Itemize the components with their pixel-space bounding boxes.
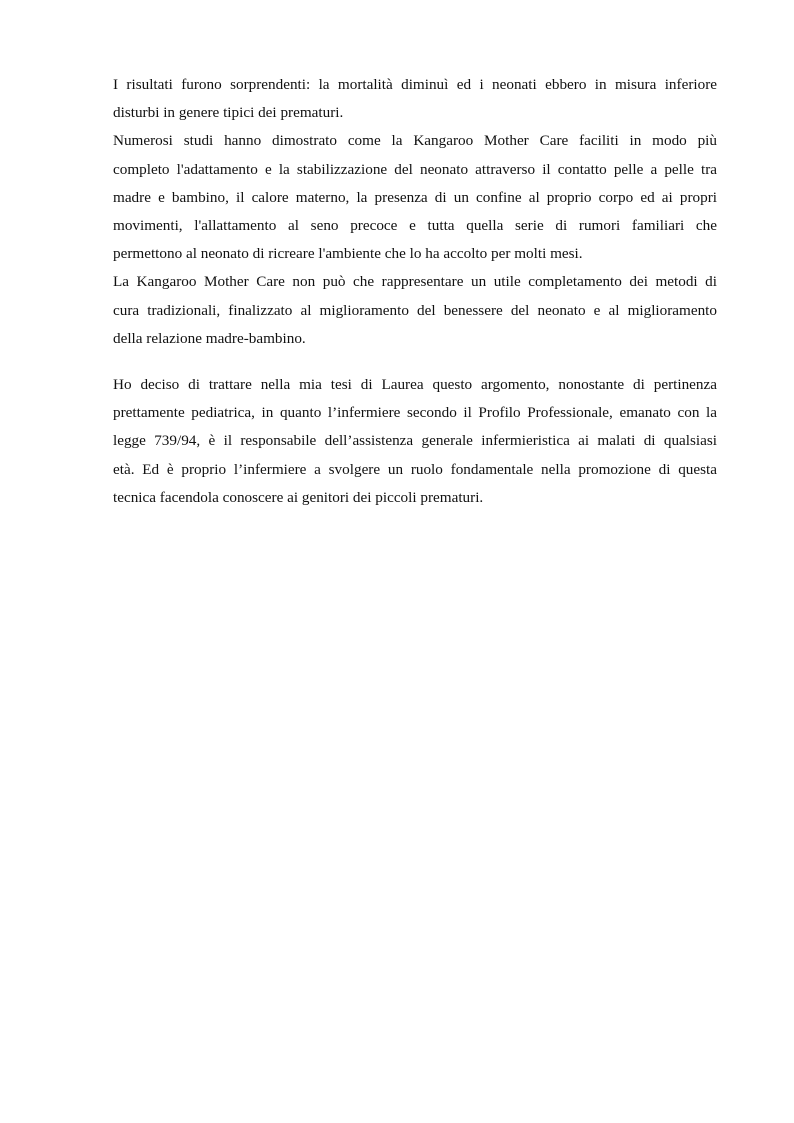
text-line: completo l'adattamento e la stabilizzazione del neonato attraverso il contatto pelle a pelle tra: [113, 160, 717, 178]
text-line: età. Ed è proprio l’infermiere a svolgere un ruolo fondamentale nella promozione di questa: [113, 460, 717, 478]
paragraph-thesis-motivation: [113, 371, 717, 512]
text-line: tecnica facendola conoscere ai genitori dei piccoli prematuri.: [113, 488, 484, 506]
paragraph-group-kangaroo-care: [113, 71, 717, 353]
text-line: cura tradizionali, finalizzato al miglioramento del benessere del neonato e al miglioramento: [113, 301, 717, 319]
text-line: Ho deciso di trattare nella mia tesi di Laurea questo argomento, nonostante di pertinenza: [113, 376, 717, 393]
text-line: La Kangaroo Mother Care non può che rappresentare un utile completamento dei metodi di: [113, 273, 717, 291]
text-line: permettono al neonato di ricreare l'ambiente che lo ha accolto per molti mesi.: [113, 245, 583, 263]
text-line: Numerosi studi hanno dimostrato come la Kangaroo Mother Care faciliti in modo più: [113, 132, 717, 150]
text-line: movimenti, l'allattamento al seno precoce e tutta quella serie di rumori familiari che: [113, 216, 717, 234]
text-line: disturbi in genere tipici dei prematuri.: [113, 104, 344, 122]
text-line: madre e bambino, il calore materno, la presenza di un confine al proprio corpo ed ai propri: [113, 188, 717, 206]
text-line: prettamente pediatrica, in quanto l’infermiere secondo il Profilo Professionale, emanato con la: [113, 404, 717, 422]
text-line: legge 739/94, è il responsabile dell’assistenza generale infermieristica ai malati di qualsiasi: [113, 432, 717, 450]
text-line: della relazione madre-bambino.: [113, 329, 306, 347]
text-line: I risultati furono sorprendenti: la mortalità diminuì ed i neonati ebbero in misura inferiore: [113, 76, 717, 93]
